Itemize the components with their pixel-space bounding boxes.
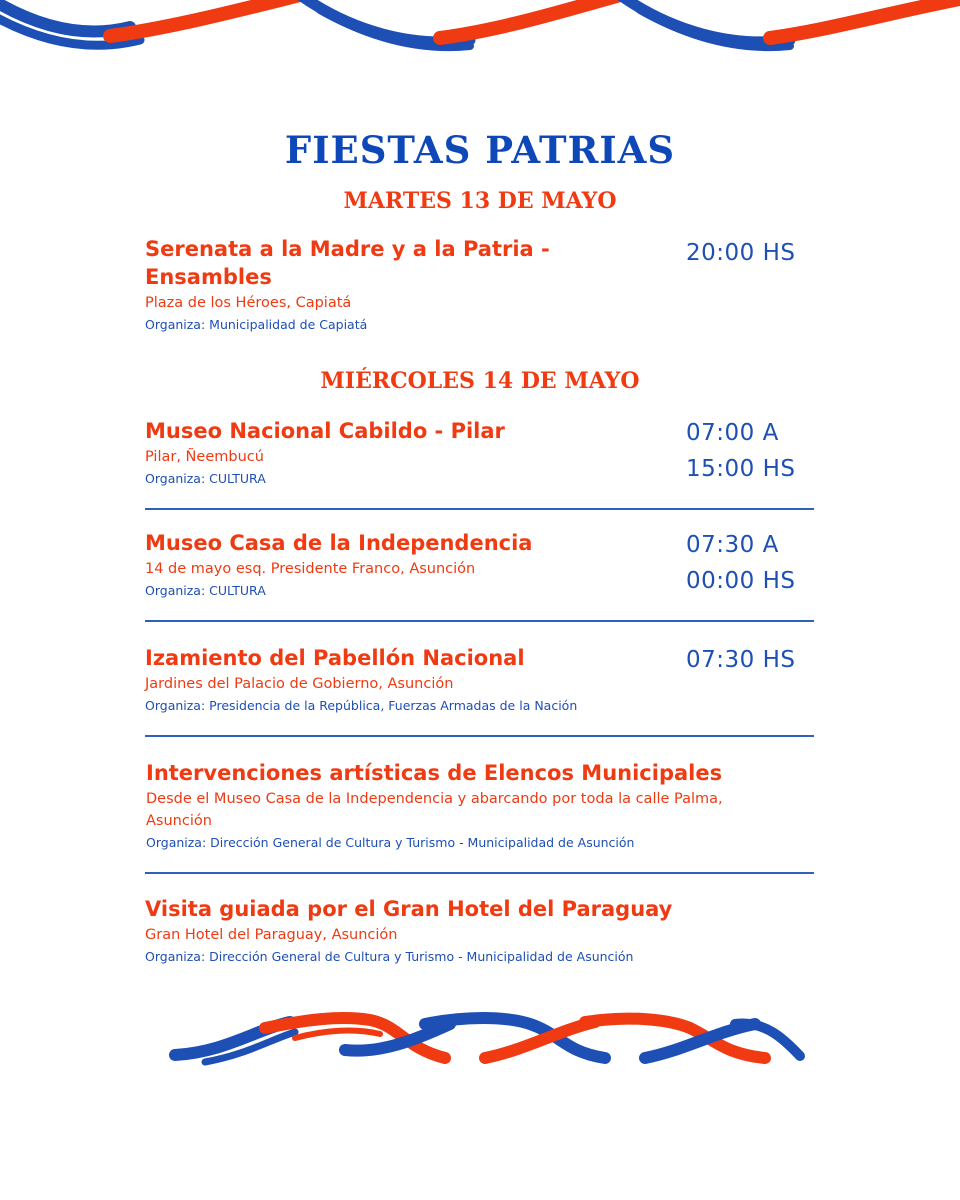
event-name: Museo Casa de la Independencia <box>145 531 533 555</box>
event-place-line: Asunción <box>146 813 212 829</box>
event-organizer: Organiza: CULTURA <box>145 583 266 598</box>
event-place: Pilar, Ñeembucú <box>145 449 264 465</box>
event-time: 20:00 HS <box>686 240 796 266</box>
event-time <box>686 527 826 599</box>
day-heading-wednesday: MIÉRCOLES 14 DE MAYO <box>320 368 640 394</box>
event-name: Visita guiada por el Gran Hotel del Paraguay <box>145 897 673 921</box>
event-serenata <box>145 235 675 335</box>
event-organizer: Organiza: Presidencia de la República, Fuerzas Armadas de la Nación <box>145 698 578 713</box>
event-name: Izamiento del Pabellón Nacional <box>145 646 525 670</box>
event-visita-guiada <box>145 895 825 967</box>
event-organizer: Organiza: Dirección General de Cultura y Turismo - Municipalidad de Asunción <box>145 949 634 964</box>
event-museo-independencia <box>145 529 675 601</box>
event-time-start: 07:30 A <box>686 532 779 558</box>
event-izamiento <box>145 644 675 716</box>
top-ribbon-decoration <box>0 0 960 60</box>
event-place <box>146 788 826 832</box>
event-name: Serenata a la Madre y a la Patria - Ensambles <box>145 237 550 289</box>
event-name: Intervenciones artísticas de Elencos Municipales <box>146 761 723 785</box>
event-place: 14 de mayo esq. Presidente Franco, Asunción <box>145 561 476 577</box>
event-museo-cabildo <box>145 417 675 489</box>
event-place: Jardines del Palacio de Gobierno, Asunción <box>145 676 454 692</box>
event-time <box>686 415 826 487</box>
event-place: Plaza de los Héroes, Capiatá <box>145 295 352 311</box>
divider <box>145 872 814 874</box>
event-organizer: Organiza: Municipalidad de Capiatá <box>145 317 368 332</box>
event-organizer: Organiza: CULTURA <box>145 471 266 486</box>
event-intervenciones <box>146 759 826 853</box>
event-time-end: 00:00 HS <box>686 568 796 594</box>
event-time-end: 15:00 HS <box>686 456 796 482</box>
event-name: Museo Nacional Cabildo - Pilar <box>145 419 505 443</box>
day-heading-tuesday: MARTES 13 DE MAYO <box>343 188 617 214</box>
divider <box>145 735 814 737</box>
event-time-start: 07:00 A <box>686 420 779 446</box>
bottom-ribbon-decoration <box>165 1010 810 1075</box>
divider <box>145 620 814 622</box>
divider <box>145 508 814 510</box>
event-organizer: Organiza: Dirección General de Cultura y Turismo - Municipalidad de Asunción <box>146 835 635 850</box>
page-title: FIESTAS PATRIAS <box>284 128 676 172</box>
event-place-line: Desde el Museo Casa de la Independencia y abarcando por toda la calle Palma, <box>146 791 723 807</box>
event-time: 07:30 HS <box>686 647 796 673</box>
event-place: Gran Hotel del Paraguay, Asunción <box>145 927 398 943</box>
